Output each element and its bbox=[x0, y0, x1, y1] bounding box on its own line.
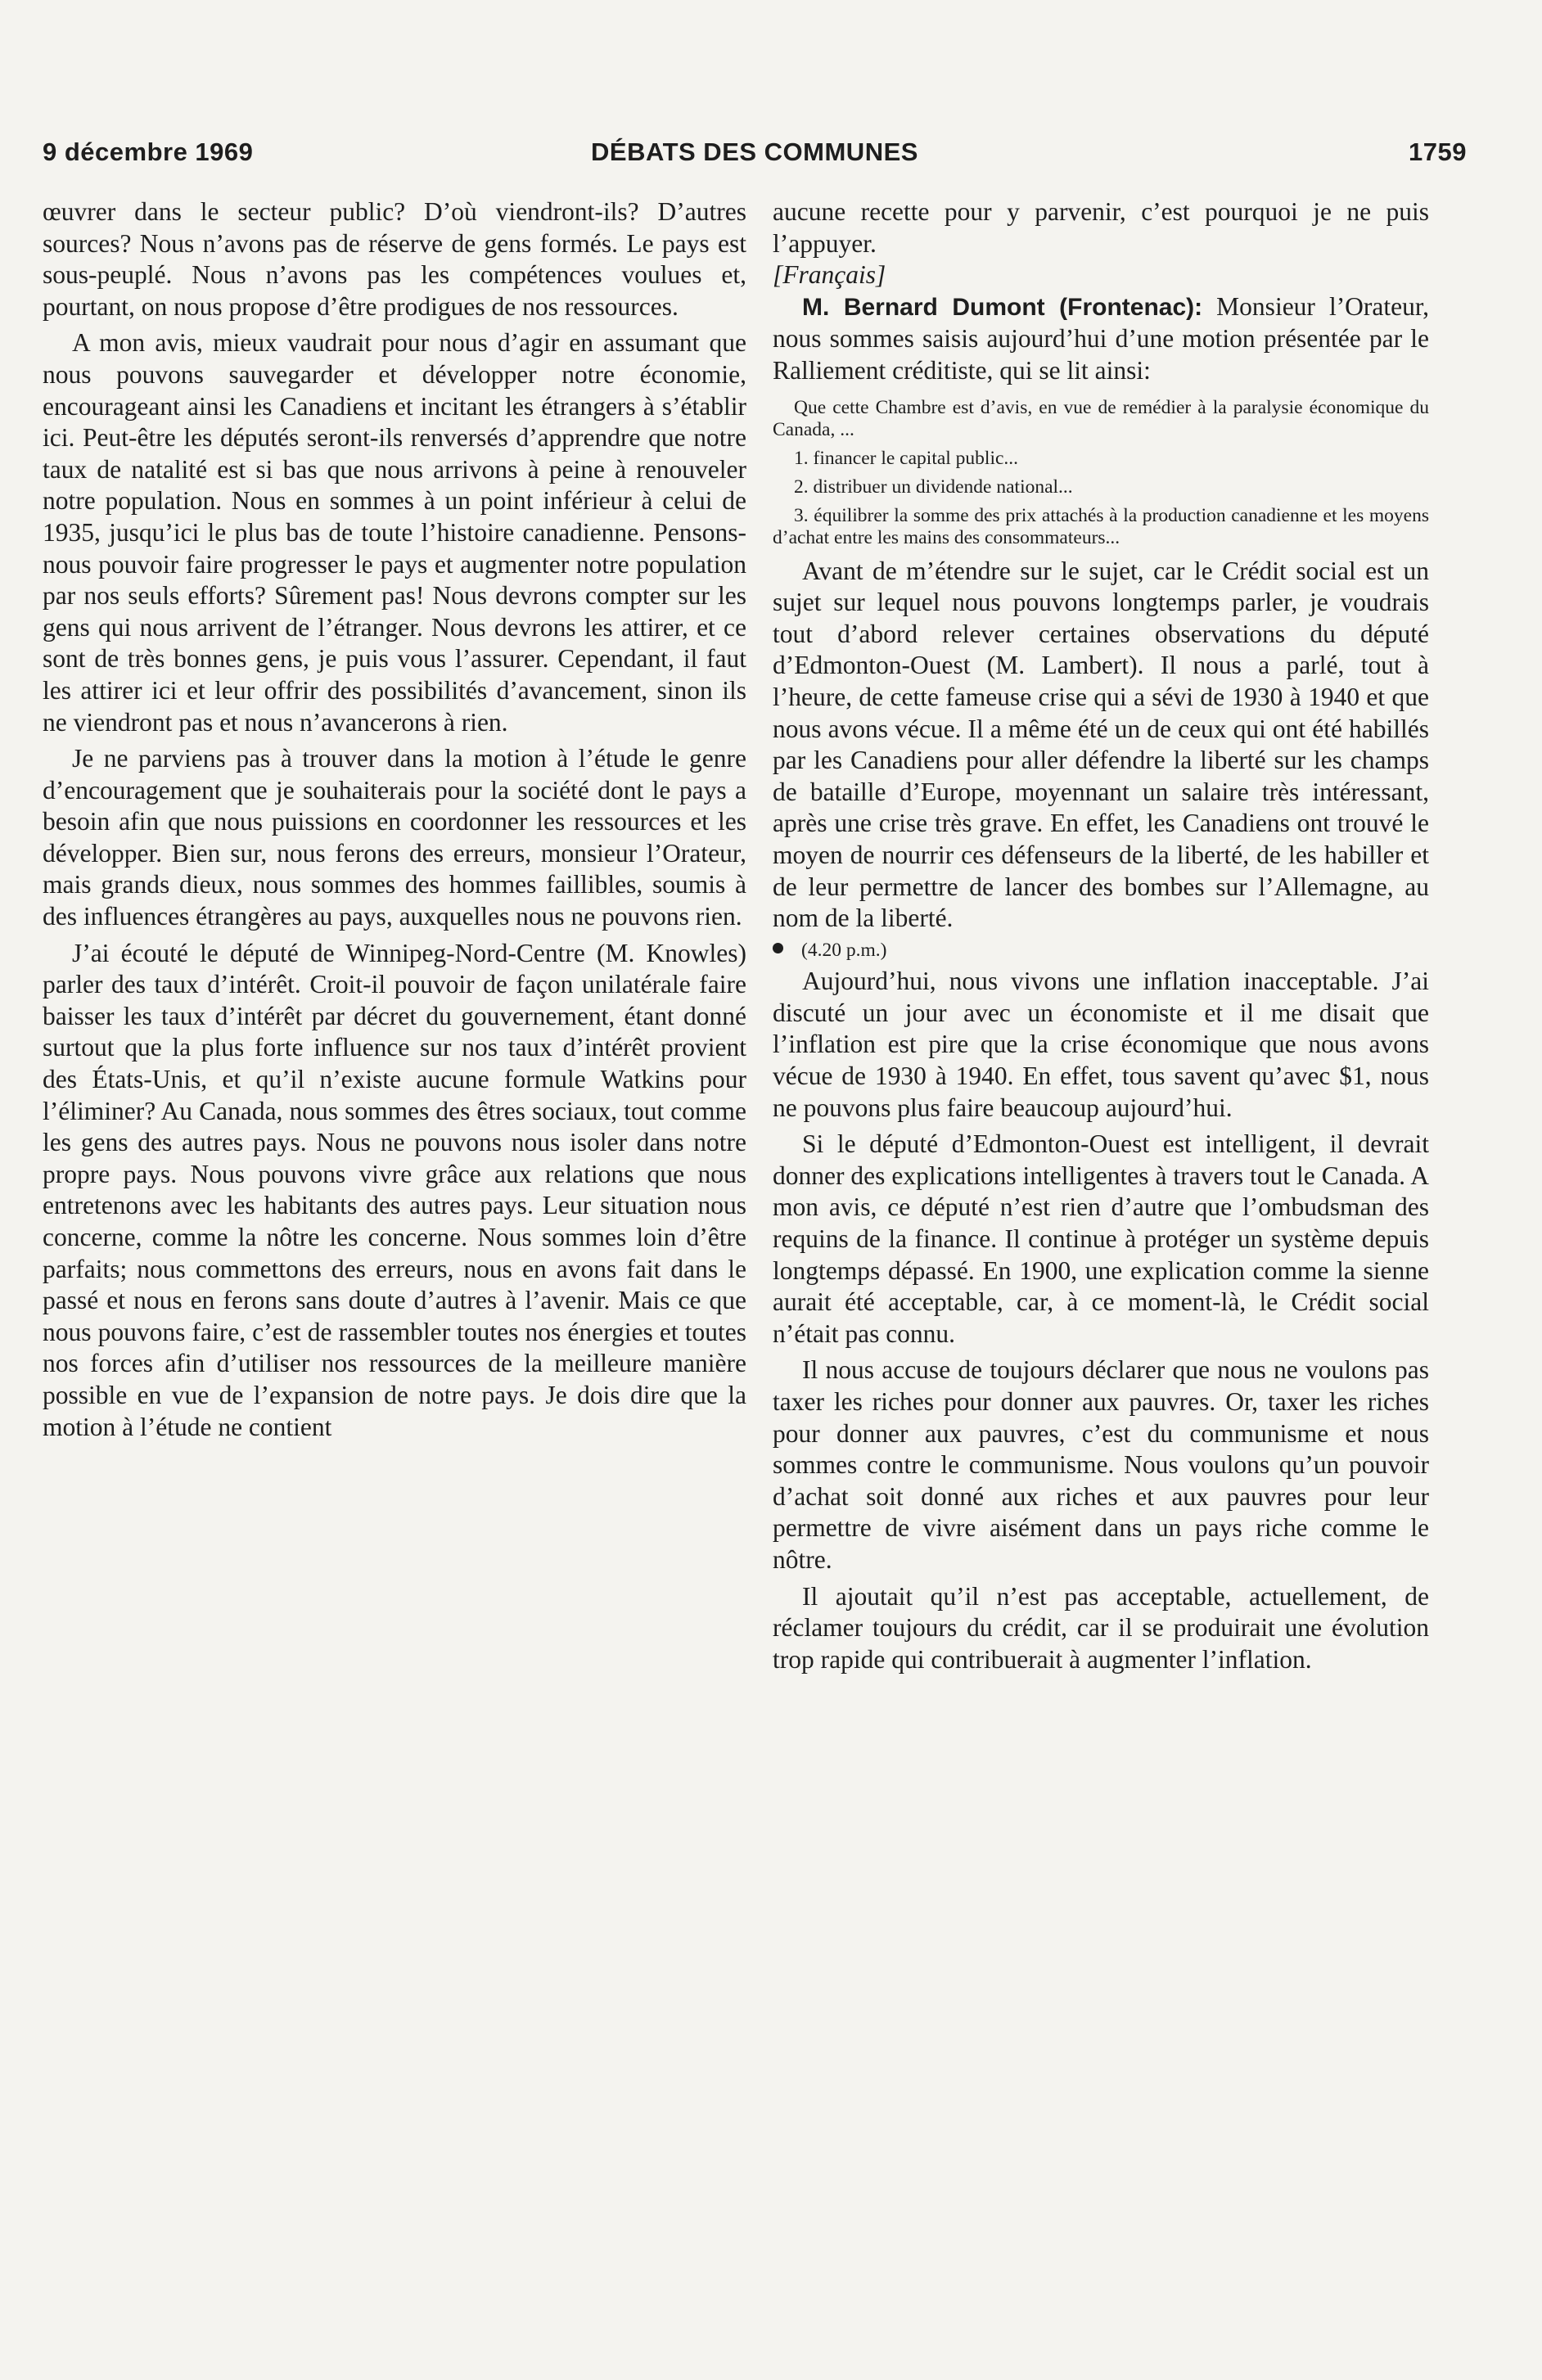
left-paragraph-2: A mon avis, mieux vaudrait pour nous d’agir en assumant que nous pouvons sauvegarder et développer notre économie, encourageant ainsi les Canadiens et incitant les étrangers à s’établir ici. Peut-être les députés seront-ils renversés d’apprendre que notre taux de natalité est si bas que nous arrivons à peine à renouveler notre population. Nous en sommes à un point inférieur à celui de 1935, jusqu’ici le plus bas de toute l’histoire canadienne. Pensons-nous pouvoir faire progresser le pays et augmenter notre population par nos seuls efforts? Sûrement pas! Nous devrons compter sur les gens qui nous arrivent de l’étranger. Nous devrons les attirer, et ce sont de très bonnes gens, je puis vous l’assurer. Cependant, il faut les attirer ici et leur offrir des possibilités d’avancement, sinon ils ne viendront pas et nous n’avancerons à rien. bbox=[43, 328, 746, 737]
speaker-paragraph bbox=[773, 291, 1429, 387]
right-paragraph-3: Avant de m’étendre sur le sujet, car le Crédit social est un sujet sur lequel nous pouvons longtemps parler, je voudrais tout d’abord relever certaines observations du député d’Edmonton-Ouest (M. Lambert). Il nous a parlé, tout à l’heure, de cette fameuse crise qui a sévi de 1930 à 1940 et que nous avons vécue. Il a même été un de ceux qui ont été habillés par les Canadiens pour aller défendre la liberté sur les champs de bataille d’Europe, moyennant un salaire très intéressant, après une crise très grave. En effet, les Canadiens ont trouvé le moyen de nourrir ces défenseurs de la liberté, de les habiller et de leur permettre de lancer des bombes sur l’Allemagne, au nom de la liberté. bbox=[773, 556, 1429, 933]
time-text: (4.20 p.m.) bbox=[801, 939, 887, 961]
right-column bbox=[773, 196, 1429, 1675]
bullet-icon bbox=[773, 943, 783, 953]
left-paragraph-3: Je ne parviens pas à trouver dans la motion à l’étude le genre d’encouragement que je souhaiterais pour la société dont le pays a besoin afin que nous puissions en coordonner les ressources et les développer. Bien sur, nous ferons des erreurs, monsieur l’Orateur, mais grands dieux, nous sommes des hommes faillibles, soumis à des influences étrangères au pays, auxquelles nous ne pouvons rien. bbox=[43, 744, 746, 931]
time-marker bbox=[773, 935, 1429, 967]
header-title: DÉBATS DES COMMUNES bbox=[591, 137, 918, 166]
speaker-name: M. Bernard Dumont (Frontenac): bbox=[802, 293, 1203, 321]
motion-quote bbox=[773, 397, 1429, 549]
language-marker: [Français] bbox=[773, 260, 886, 290]
left-paragraph-1: œuvrer dans le secteur public? D’où viendront-ils? D’autres sources? Nous n’avons pas de réserve de gens formés. Le pays est sous-peuplé. Nous n’avons pas les compétences voulues et, pourtant, on nous propose d’être prodigues de nos ressources. bbox=[43, 197, 746, 321]
quote-item-3: 3. équilibrer la somme des prix attachés à la production canadienne et les moyens d’achat entre les mains des consommateurs... bbox=[773, 504, 1429, 548]
right-paragraph-4: Aujourd’hui, nous vivons une inflation inacceptable. J’ai discuté un jour avec un économiste et il me disait que l’inflation est pire que la crise économique que nous avons vécue de 1930 à 1940. En effet, tous savent qu’avec $1, nous ne pouvons plus faire beaucoup aujourd’hui. bbox=[773, 967, 1429, 1122]
right-paragraph-6: Il nous accuse de toujours déclarer que nous ne voulons pas taxer les riches pour donner aux pauvres. Or, taxer les riches pour donner aux pauvres, c’est du communisme et nous sommes contre le communisme. Nous voulons qu’un pouvoir d’achat soit donné aux riches et aux pauvres pour leur permettre de vivre aisément dans un pays riche comme le nôtre. bbox=[773, 1355, 1429, 1574]
page-number: 1759 bbox=[1409, 137, 1467, 166]
right-paragraph-5: Si le député d’Edmonton-Ouest est intelligent, il devrait donner des explications intelligentes à travers tout le Canada. A mon avis, ce député n’est rien d’autre que l’ombudsman des requins de la finance. Il continue à protéger un système depuis longtemps dépassé. En 1900, une explication comme la sienne aurait été acceptable, car, à ce moment-là, le Crédit social n’était pas connu. bbox=[773, 1129, 1429, 1348]
page-header bbox=[43, 137, 1467, 170]
speaker-text: Monsieur l’Orateur, nous sommes saisis aujourd’hui d’une motion présentée par le Ralliement créditiste, qui se lit ainsi: bbox=[773, 291, 1429, 385]
quote-intro: Que cette Chambre est d’avis, en vue de remédier à la paralysie économique du Canada, ... bbox=[773, 396, 1429, 440]
left-column bbox=[43, 196, 746, 1443]
quote-item-1: 1. financer le capital public... bbox=[794, 447, 1019, 469]
header-date: 9 décembre 1969 bbox=[43, 137, 254, 166]
quote-item-2: 2. distribuer un dividende national... bbox=[794, 476, 1073, 498]
left-paragraph-4: J’ai écouté le député de Winnipeg-Nord-Centre (M. Knowles) parler des taux d’intérêt. Croit-il pouvoir de façon unilatérale faire baisser les taux d’intérêt par décret du gouvernement, étant donné surtout que la plus forte influence sur nos taux d’intérêt provient des États-Unis, et qu’il n’existe aucune formule Watkins pour l’éliminer? Au Canada, nous sommes des êtres sociaux, tout comme les gens des autres pays. Nous ne pouvons nous isoler dans notre propre pays. Nous pouvons vivre grâce aux relations que nous entretenons avec les habitants des autres pays. Leur situation nous concerne, comme la nôtre les concerne. Nous sommes loin d’être parfaits; nous commettons des erreurs, nous en avons fait dans le passé et nous en ferons sans doute d’autres à l’avenir. Mais ce que nous pouvons faire, c’est de rassembler toutes nos énergies et toutes nos forces afin d’utiliser nos ressources de la meilleure manière possible en vue de l’expansion de notre pays. Je dois dire que la motion à l’étude ne contient bbox=[43, 938, 746, 1441]
right-paragraph-7: Il ajoutait qu’il n’est pas acceptable, actuellement, de réclamer toujours du crédit, car il se produirait une évolution trop rapide qui contribuerait à augmenter l’inflation. bbox=[773, 1581, 1429, 1674]
right-paragraph-1: aucune recette pour y parvenir, c’est pourquoi je ne puis l’appuyer. bbox=[773, 197, 1429, 258]
